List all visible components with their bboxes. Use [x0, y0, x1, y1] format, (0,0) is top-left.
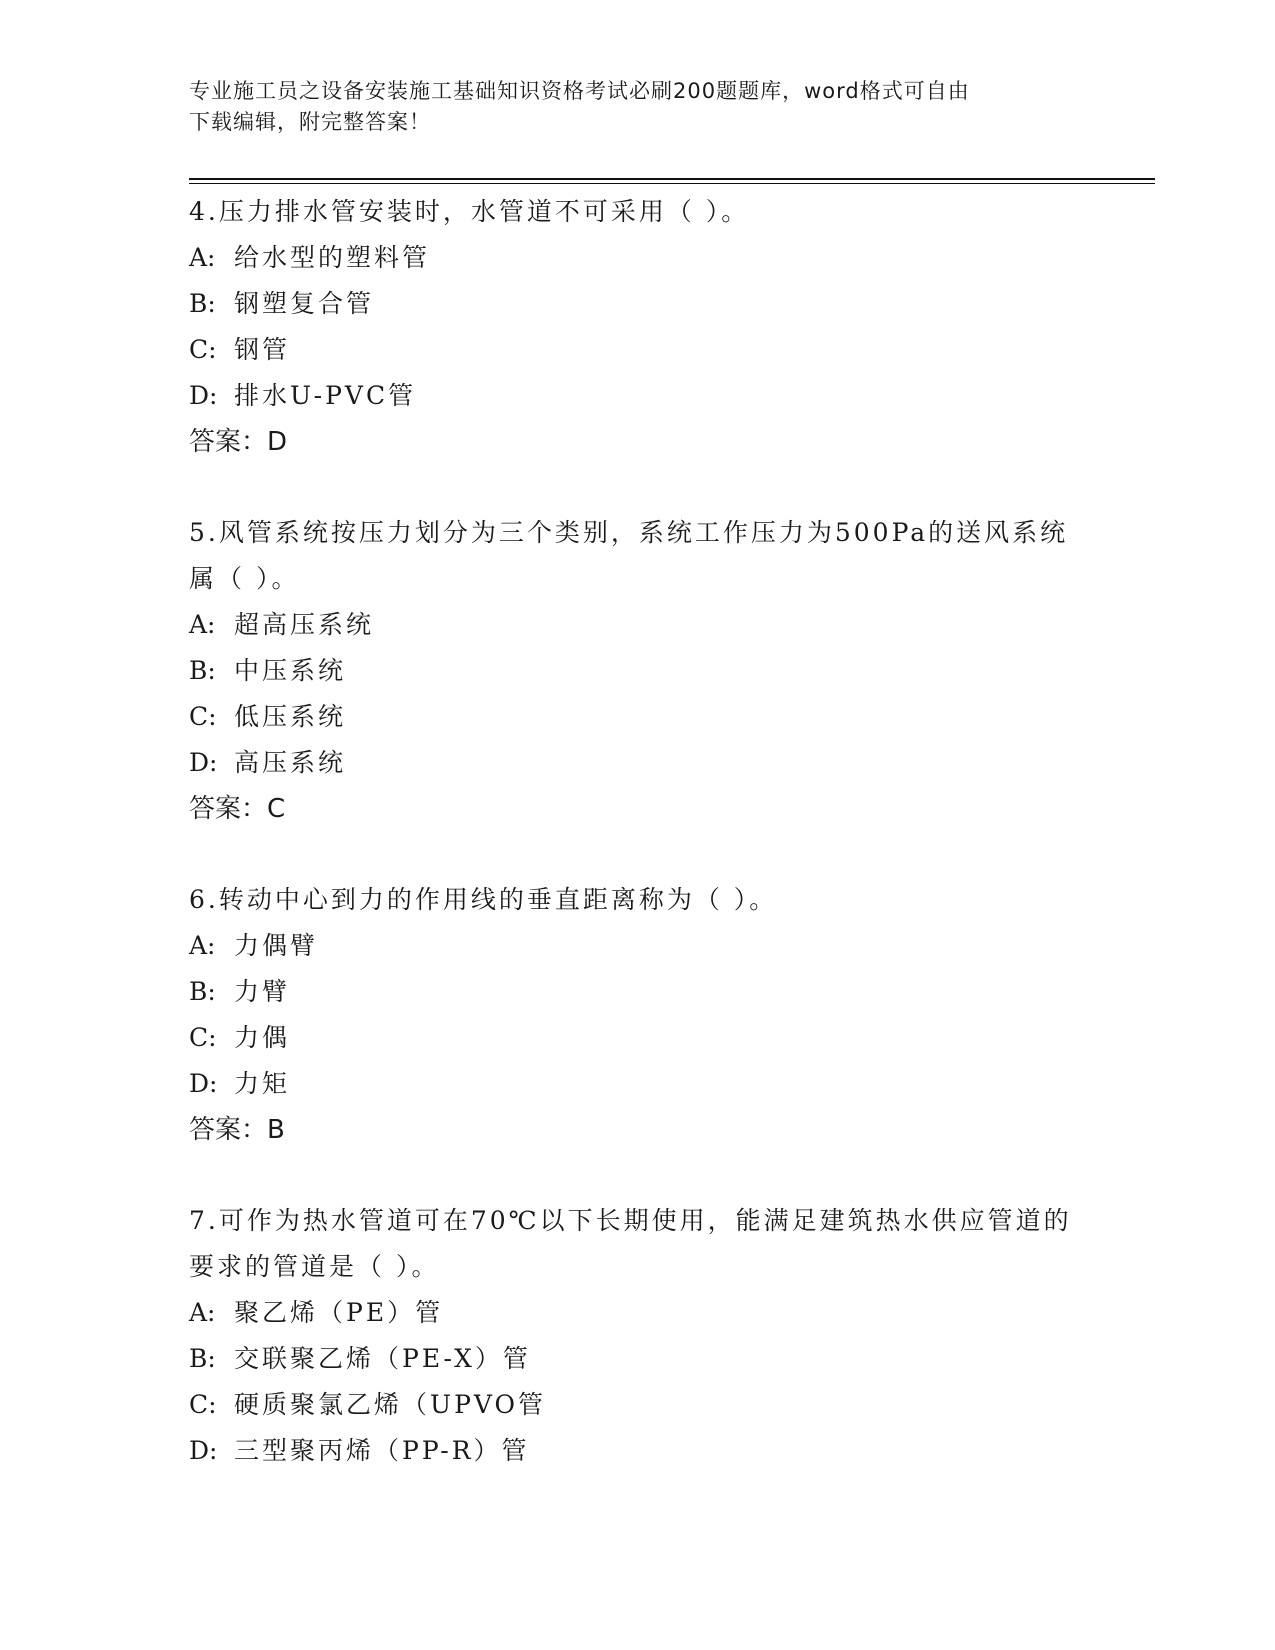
question-6	[189, 877, 1089, 1153]
header-rule-thick	[189, 178, 1155, 180]
option-letter: A:	[189, 610, 216, 639]
option-letter: C:	[189, 1390, 217, 1419]
option-letter: D:	[189, 381, 218, 410]
option-letter: C:	[189, 702, 217, 731]
option-letter: B:	[189, 289, 216, 318]
option-d	[189, 740, 1089, 786]
question-7	[189, 1198, 1089, 1474]
option-b	[189, 281, 1089, 327]
option-letter: D:	[189, 1436, 218, 1465]
option-c	[189, 694, 1089, 740]
answer-label: 答案：	[189, 427, 268, 457]
document-header	[189, 76, 1089, 138]
option-text: 超高压系统	[234, 610, 375, 639]
option-text: 给水型的塑料管	[234, 243, 431, 272]
header-line-1: 专业施工员之设备安装施工基础知识资格考试必刷200题题库，word格式可自由	[189, 79, 970, 103]
option-a	[189, 923, 1089, 969]
option-text: 力臂	[234, 977, 291, 1006]
option-a	[189, 1290, 1089, 1336]
answer-value: D	[267, 427, 288, 457]
option-b	[189, 1336, 1089, 1382]
question-4	[189, 189, 1089, 465]
question-stem: 7.可作为热水管道可在70℃以下长期使用，能满足建筑热水供应管道的要求的管道是（ ）。	[189, 1206, 1072, 1281]
option-text: 低压系统	[234, 702, 347, 731]
option-text: 钢塑复合管	[234, 289, 375, 318]
option-text: 力矩	[234, 1069, 291, 1098]
option-letter: D:	[189, 748, 218, 777]
answer-value: C	[267, 794, 286, 824]
option-text: 力偶	[234, 1023, 291, 1052]
option-b	[189, 969, 1089, 1015]
question-list	[189, 189, 1089, 1519]
option-text: 排水U-PVC管	[234, 381, 417, 410]
answer-line	[189, 786, 1089, 832]
option-text: 聚乙烯（PE）管	[234, 1298, 444, 1327]
option-d	[189, 1428, 1089, 1474]
answer-label: 答案：	[189, 794, 268, 824]
option-letter: A:	[189, 1298, 216, 1327]
option-d	[189, 373, 1089, 419]
option-text: 三型聚丙烯（PP-R）管	[234, 1436, 530, 1465]
option-text: 钢管	[234, 335, 291, 364]
question-5	[189, 510, 1089, 832]
option-letter: C:	[189, 1023, 217, 1052]
option-d	[189, 1061, 1089, 1107]
answer-value: B	[267, 1115, 285, 1145]
answer-line	[189, 1107, 1089, 1153]
option-text: 交联聚乙烯（PE-X）管	[234, 1344, 531, 1373]
option-text: 力偶臂	[234, 931, 319, 960]
option-c	[189, 1382, 1089, 1428]
option-letter: B:	[189, 656, 216, 685]
header-line-2: 下载编辑，附完整答案！	[189, 110, 431, 134]
option-text: 硬质聚氯乙烯（UPVO管	[234, 1390, 547, 1419]
option-letter: B:	[189, 977, 216, 1006]
option-letter: B:	[189, 1344, 216, 1373]
option-a	[189, 235, 1089, 281]
option-letter: D:	[189, 1069, 218, 1098]
question-stem: 4.压力排水管安装时，水管道不可采用（ ）。	[189, 197, 750, 226]
question-stem: 5.风管系统按压力划分为三个类别，系统工作压力为500Pa的送风系统属（ ）。	[189, 518, 1069, 593]
header-rule-thin	[189, 183, 1155, 184]
option-letter: A:	[189, 931, 216, 960]
option-b	[189, 648, 1089, 694]
option-a	[189, 602, 1089, 648]
option-text: 高压系统	[234, 748, 347, 777]
question-stem: 6.转动中心到力的作用线的垂直距离称为（ ）。	[189, 885, 778, 914]
answer-label: 答案：	[189, 1115, 268, 1145]
answer-line	[189, 419, 1089, 465]
option-letter: C:	[189, 335, 217, 364]
option-c	[189, 327, 1089, 373]
option-text: 中压系统	[234, 656, 347, 685]
option-letter: A:	[189, 243, 216, 272]
option-c	[189, 1015, 1089, 1061]
